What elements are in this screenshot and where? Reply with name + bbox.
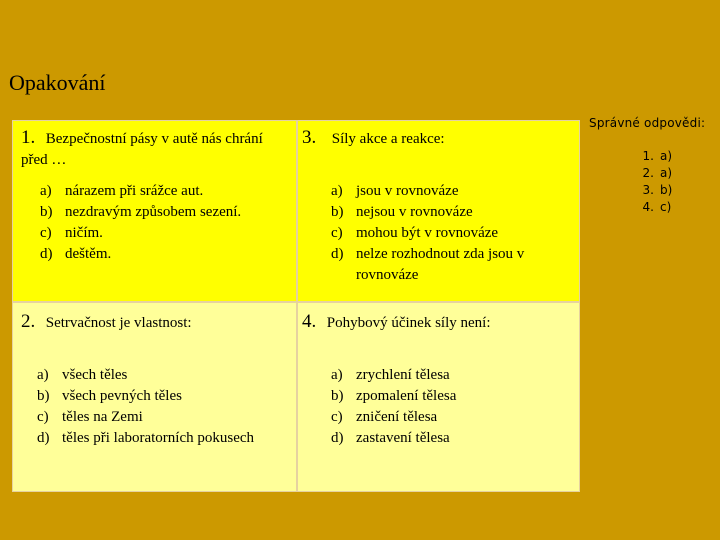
option-letter: d) bbox=[331, 246, 344, 262]
option-letter: c) bbox=[40, 225, 52, 241]
option-letter: a) bbox=[331, 367, 343, 383]
answers-heading: Správné odpovědi: bbox=[589, 116, 706, 130]
option-3d bbox=[331, 244, 556, 286]
answer-value: b) bbox=[660, 183, 673, 197]
question-2-number: 2. bbox=[21, 311, 36, 332]
question-3-text: Síly akce a reakce: bbox=[331, 131, 445, 147]
option-text: nárazem při srážce aut. bbox=[65, 183, 204, 199]
option-text: všech těles bbox=[62, 367, 128, 383]
option-letter: b) bbox=[331, 204, 344, 220]
option-letter: d) bbox=[40, 246, 53, 262]
option-2c bbox=[37, 407, 254, 428]
option-3a bbox=[331, 181, 556, 202]
question-1-options bbox=[40, 181, 241, 265]
option-1c bbox=[40, 223, 241, 244]
option-text: zničení tělesa bbox=[356, 409, 438, 425]
question-1-cell bbox=[12, 120, 297, 302]
question-2-text: Setrvačnost je vlastnost: bbox=[45, 315, 192, 331]
question-3-options bbox=[331, 181, 556, 286]
option-3c bbox=[331, 223, 556, 244]
question-1-number: 1. bbox=[21, 127, 36, 148]
question-4-cell bbox=[297, 302, 580, 492]
option-2b bbox=[37, 386, 254, 407]
option-text: všech pevných těles bbox=[62, 388, 182, 404]
option-text: deštěm. bbox=[65, 246, 112, 262]
option-text: ničím. bbox=[65, 225, 103, 241]
question-3 bbox=[302, 127, 572, 150]
quiz-grid bbox=[12, 120, 578, 490]
option-2d bbox=[37, 428, 254, 449]
question-4-number: 4. bbox=[302, 311, 317, 332]
answers-panel bbox=[589, 116, 720, 216]
option-4c bbox=[331, 407, 456, 428]
option-2a bbox=[37, 365, 254, 386]
option-1d bbox=[40, 244, 241, 265]
option-letter: b) bbox=[40, 204, 53, 220]
answer-item bbox=[634, 148, 720, 165]
answer-item bbox=[634, 199, 720, 216]
option-letter: b) bbox=[37, 388, 50, 404]
answer-number: 3. bbox=[642, 183, 654, 197]
option-letter: c) bbox=[331, 225, 343, 241]
answer-value: a) bbox=[660, 149, 673, 163]
question-1-text: Bezpečnostní pásy v autě nás chrání před … bbox=[21, 131, 263, 168]
answer-value: a) bbox=[660, 166, 673, 180]
option-text: nezdravým způsobem sezení. bbox=[65, 204, 242, 220]
option-text: těles při laboratorních pokusech bbox=[62, 430, 255, 446]
option-text: zastavení tělesa bbox=[356, 430, 450, 446]
question-1 bbox=[21, 127, 291, 171]
question-2-cell bbox=[12, 302, 297, 492]
option-letter: a) bbox=[331, 183, 343, 199]
answer-number: 1. bbox=[642, 149, 654, 163]
option-1b bbox=[40, 202, 241, 223]
option-1a bbox=[40, 181, 241, 202]
option-4a bbox=[331, 365, 456, 386]
option-letter: d) bbox=[37, 430, 50, 446]
option-letter: c) bbox=[331, 409, 343, 425]
option-text: jsou v rovnováze bbox=[356, 183, 459, 199]
answer-number: 2. bbox=[642, 166, 654, 180]
option-text: nelze rozhodnout zda jsou v rovnováze bbox=[356, 246, 525, 283]
question-2 bbox=[21, 311, 291, 334]
option-4b bbox=[331, 386, 456, 407]
option-text: zrychlení tělesa bbox=[356, 367, 450, 383]
answer-value: c) bbox=[660, 200, 672, 214]
answer-number: 4. bbox=[642, 200, 654, 214]
question-3-number: 3. bbox=[302, 127, 317, 148]
question-2-options bbox=[37, 365, 254, 449]
question-4-options bbox=[331, 365, 456, 449]
option-text: zpomalení tělesa bbox=[356, 388, 457, 404]
page-title: Opakování bbox=[9, 70, 106, 95]
option-3b bbox=[331, 202, 556, 223]
option-letter: b) bbox=[331, 388, 344, 404]
option-text: nejsou v rovnováze bbox=[356, 204, 473, 220]
option-letter: a) bbox=[40, 183, 52, 199]
option-letter: d) bbox=[331, 430, 344, 446]
question-3-cell bbox=[297, 120, 580, 302]
answers-list bbox=[634, 148, 720, 216]
option-text: těles na Zemi bbox=[62, 409, 143, 425]
option-text: mohou být v rovnováze bbox=[356, 225, 499, 241]
question-4 bbox=[302, 311, 572, 334]
question-4-text: Pohybový účinek síly není: bbox=[326, 315, 491, 331]
answer-item bbox=[634, 182, 720, 199]
option-4d bbox=[331, 428, 456, 449]
answer-item bbox=[634, 165, 720, 182]
option-letter: c) bbox=[37, 409, 49, 425]
option-letter: a) bbox=[37, 367, 49, 383]
